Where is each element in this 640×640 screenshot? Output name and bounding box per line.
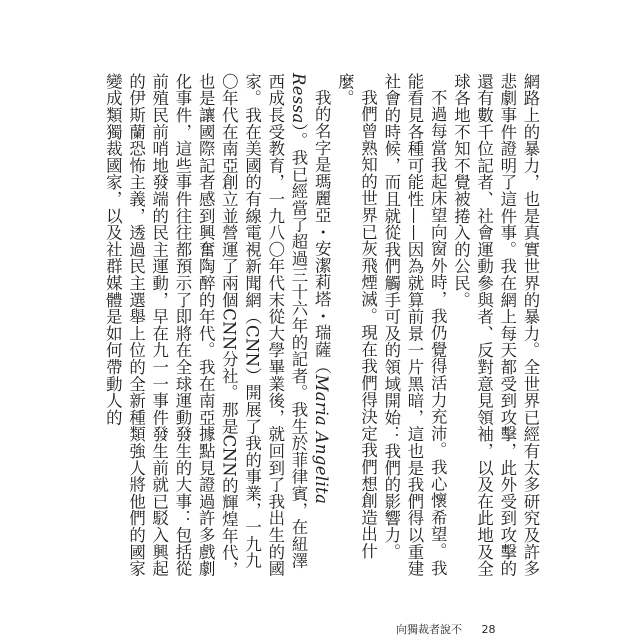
author-latin-name: Maria Angelita Ressa [288,73,332,505]
bio-text-before: 我的名字是瑪麗亞・安潔莉塔・瑞薩（ [312,89,332,375]
page-number: 28 [481,623,496,636]
paragraph-world-shattered: 我們曾熟知的世界已灰飛煙滅。現在我們得決定我們想創造出什麼。 [335,73,378,560]
bio-text-after: ）。我已經當了超過三十六年的記者。我生於菲律賓，在紐澤西成長受教育，一九八〇年代末從大學畢業後，就回到了我出生的國家。我在美國的有線電視新聞網（CNN）開展了我的事業，一九九〇年代在南亞創立並營運了兩個CNN分社。那是CNN的輝煌年代，也是讓國際記者感到興奮陶醉的年代。我在南亞據點見證過許多戲劇化事件，這些事件往往都預示了即將在全球運動發生的大事：包括從前殖民前哨地發端的民主運動，早在九一一事件發生前就已駁入興起的伊斯蘭恐怖主義，透過民主選舉上位的全新種類強人將他們的國家變成類獨裁國家，以及社群媒體是如何帶動人的 [103,73,308,578]
running-title: 向獨裁者說不 [396,623,462,636]
paragraph-online-violence: 網路上的暴力，也是真實世界的暴力。全世界已經有太多研究及許多悲劇事件證明了這件事。我在網上每天都受到攻擊，此外受到攻擊的還有數千位記者、社會運動參與者、反對意見領袖，以及在此地及全球各地不知不覺被捲入的公民。 [451,73,540,577]
paragraph-hope: 不過每當我起床望向窗外時，我仍覺得活力充沛。我心懷希望。我能看見各種可能性——因為就算前景一片黑暗，這也是我們得以重建社會的時候，而且就從我們觸手可及的領域開始：我們的影響力。 [381,73,448,577]
page-footer [396,621,496,637]
paragraph-author-bio [101,73,333,583]
body-text [101,73,542,583]
